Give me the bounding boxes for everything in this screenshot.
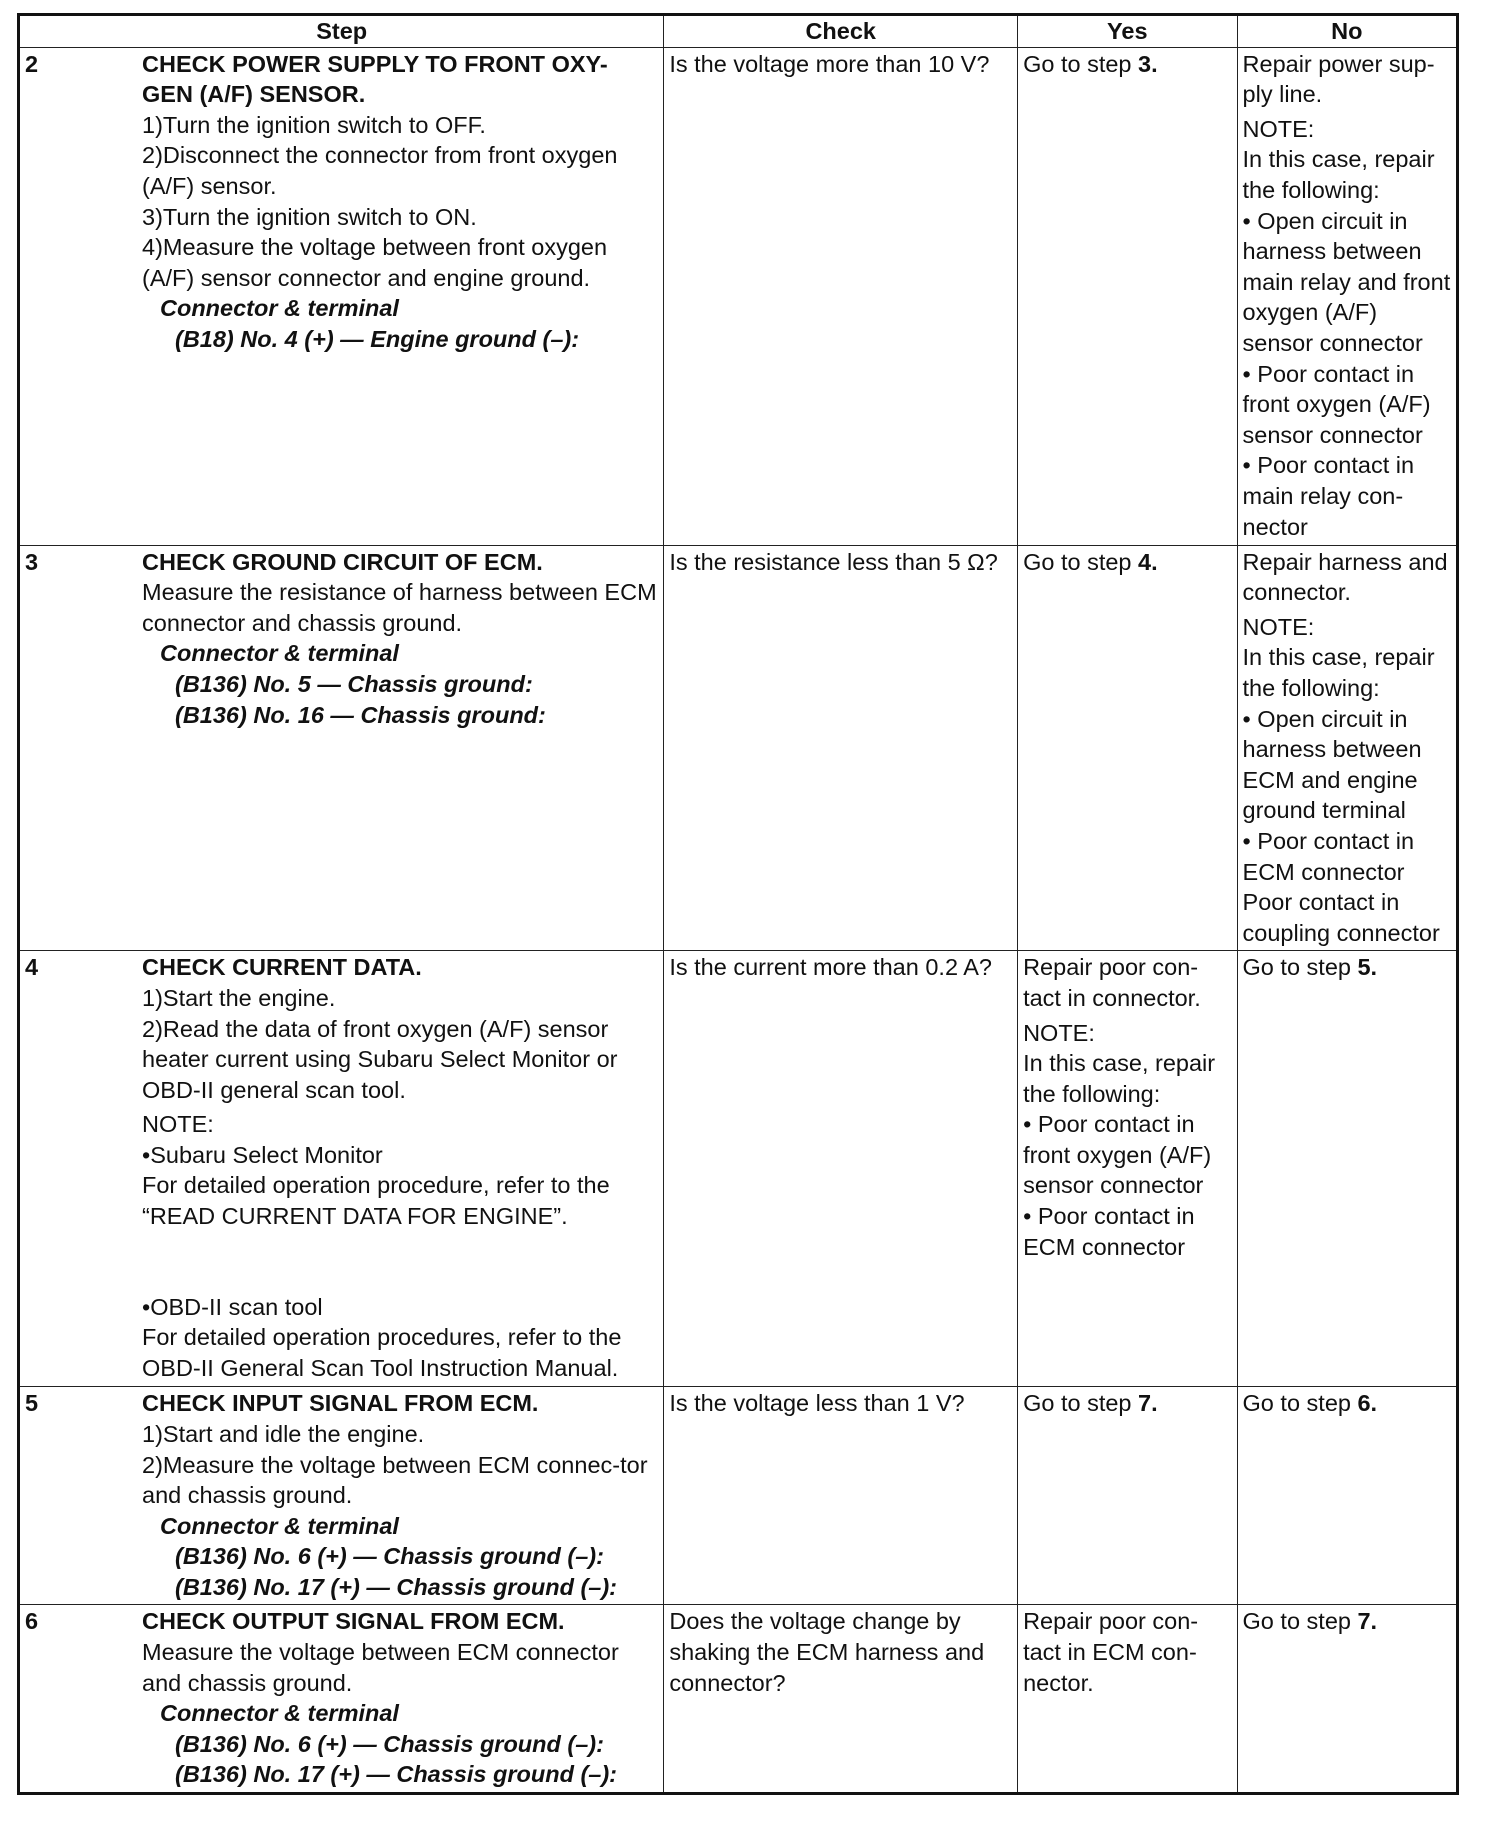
yes-text: Repair poor con-tact in connector.	[1023, 954, 1201, 1011]
step-line: 2)Read the data of front oxygen (A/F) sensor heater current using Subaru Select Monitor or OBD-II general scan tool.	[142, 1015, 618, 1103]
note-line: •Subaru Select Monitor	[142, 1141, 383, 1168]
yes-text: Go to step	[1023, 548, 1139, 575]
header-check: Check	[664, 15, 1018, 48]
no-text: Go to step	[1242, 1390, 1358, 1417]
yes-cell	[1018, 951, 1237, 1387]
yes-step-ref: 3.	[1138, 50, 1158, 77]
note-label: NOTE:	[142, 1111, 214, 1138]
note-line: In this case, repair the following:	[1023, 1050, 1216, 1107]
header-no: No	[1237, 15, 1457, 48]
step-cell	[19, 951, 664, 1387]
step-title: CHECK OUTPUT SIGNAL FROM ECM.	[142, 1608, 565, 1635]
yes-cell	[1018, 545, 1237, 951]
step-number: 3	[25, 548, 39, 575]
connector-terminal-label: Connector & terminal	[160, 1700, 399, 1727]
yes-text: Go to step	[1023, 50, 1139, 77]
step-cell	[19, 47, 664, 545]
step-number: 2	[25, 50, 39, 77]
step-line: Measure the voltage between ECM connector and chassis ground.	[142, 1639, 619, 1696]
note-line: For detailed operation procedures, refer to the OBD-II General Scan Tool Instruction Manual.	[142, 1324, 622, 1381]
step-title: CHECK GROUND CIRCUIT OF ECM.	[142, 548, 543, 575]
note-line: • Poor contact in front oxygen (A/F) sensor connector	[1023, 1111, 1212, 1199]
note-line: • Open circuit in harness between ECM and engine ground terminal	[1242, 705, 1422, 824]
diagnostic-table	[17, 13, 1459, 1795]
step-number: 4	[25, 954, 39, 981]
no-step-ref: 5.	[1357, 954, 1378, 981]
step-line: 1)Start and idle the engine.	[142, 1420, 425, 1447]
connector-item: (B136) No. 17 (+) — Chassis ground (–):	[175, 1573, 618, 1600]
check-cell: Is the resistance less than 5 Ω?	[664, 545, 1018, 951]
connector-item: (B136) No. 6 (+) — Chassis ground (–):	[175, 1543, 604, 1570]
note-line: For detailed operation procedure, refer to the “READ CURRENT DATA FOR ENGINE”.	[142, 1172, 610, 1230]
step-number: 6	[25, 1608, 39, 1635]
check-cell: Is the voltage more than 10 V?	[664, 47, 1018, 545]
note-label: NOTE:	[1023, 1019, 1095, 1046]
connector-terminal-label: Connector & terminal	[160, 640, 399, 667]
table-row	[19, 1605, 1458, 1794]
step-title: CHECK CURRENT DATA.	[142, 954, 422, 981]
header-row	[19, 15, 1458, 48]
note-line: • Poor contact in ECM connector	[1242, 827, 1415, 885]
check-cell: Is the voltage less than 1 V?	[664, 1387, 1018, 1605]
note-line: • Poor contact in front oxygen (A/F) sensor connector	[1242, 360, 1431, 448]
connector-item: (B136) No. 6 (+) — Chassis ground (–):	[175, 1730, 604, 1757]
step-line: 2)Disconnect the connector from front oxygen (A/F) sensor.	[142, 142, 618, 199]
step-number: 5	[25, 1390, 39, 1417]
note-line: In this case, repair the following:	[1242, 146, 1435, 203]
step-cell	[19, 545, 664, 951]
no-text: Go to step	[1242, 954, 1358, 981]
step-line: Measure the resistance of harness between ECM connector and chassis ground.	[142, 579, 657, 636]
connector-terminal-label: Connector & terminal	[160, 295, 399, 322]
table-row	[19, 545, 1458, 951]
connector-item: (B136) No. 16 — Chassis ground:	[175, 701, 546, 728]
note-label: NOTE:	[1242, 613, 1315, 640]
table-row	[19, 1387, 1458, 1605]
table-row	[19, 47, 1458, 545]
no-cell	[1237, 47, 1457, 545]
step-title: CHECK INPUT SIGNAL FROM ECM.	[142, 1390, 539, 1417]
header-yes: Yes	[1018, 15, 1237, 48]
no-cell	[1237, 545, 1457, 951]
note-line: • Poor contact in ECM connector	[1023, 1203, 1195, 1260]
no-cell	[1237, 1605, 1457, 1794]
no-cell	[1237, 951, 1457, 1387]
step-cell	[19, 1387, 664, 1605]
spacer	[142, 1232, 658, 1292]
no-text: Repair harness and connector.	[1242, 548, 1448, 606]
yes-cell: Repair poor con-tact in ECM con-nector.	[1018, 1605, 1237, 1794]
connector-terminal-label: Connector & terminal	[160, 1512, 399, 1539]
step-line: 3)Turn the ignition switch to ON.	[142, 203, 477, 230]
connector-item: (B136) No. 5 — Chassis ground:	[175, 670, 533, 697]
yes-step-ref: 4.	[1138, 548, 1158, 575]
yes-step-ref: 7.	[1138, 1390, 1158, 1417]
step-line: 1)Start the engine.	[142, 984, 336, 1011]
step-line: 4)Measure the voltage between front oxygen (A/F) sensor connector and engine ground.	[142, 234, 608, 291]
yes-cell	[1018, 1387, 1237, 1605]
check-cell: Does the voltage change by shaking the ECM harness and connector?	[664, 1605, 1018, 1794]
note-line: • Poor contact in main relay con-nector	[1242, 452, 1415, 540]
note-line: •OBD-II scan tool	[142, 1293, 323, 1320]
step-cell	[19, 1605, 664, 1794]
note-label: NOTE:	[1242, 115, 1315, 142]
no-step-ref: 6.	[1357, 1390, 1378, 1417]
step-line: 1)Turn the ignition switch to OFF.	[142, 111, 486, 138]
no-text: Repair power sup-ply line.	[1242, 50, 1435, 108]
yes-cell	[1018, 47, 1237, 545]
header-step: Step	[19, 15, 664, 48]
connector-item: (B18) No. 4 (+) — Engine ground (–):	[175, 325, 580, 352]
no-text: Go to step	[1242, 1608, 1358, 1635]
step-title: CHECK POWER SUPPLY TO FRONT OXY-GEN (A/F) SENSOR.	[142, 50, 608, 108]
yes-text: Go to step	[1023, 1390, 1139, 1417]
no-cell	[1237, 1387, 1457, 1605]
note-line: In this case, repair the following:	[1242, 644, 1435, 701]
check-cell: Is the current more than 0.2 A?	[664, 951, 1018, 1387]
no-step-ref: 7.	[1357, 1608, 1378, 1635]
note-line: • Open circuit in harness between main relay and front oxygen (A/F) sensor connector	[1242, 207, 1451, 356]
table-row	[19, 951, 1458, 1387]
step-line: 2)Measure the voltage between ECM connec-tor and chassis ground.	[142, 1451, 648, 1509]
connector-item: (B136) No. 17 (+) — Chassis ground (–):	[175, 1761, 618, 1788]
note-line: Poor contact in coupling connector	[1242, 889, 1440, 946]
